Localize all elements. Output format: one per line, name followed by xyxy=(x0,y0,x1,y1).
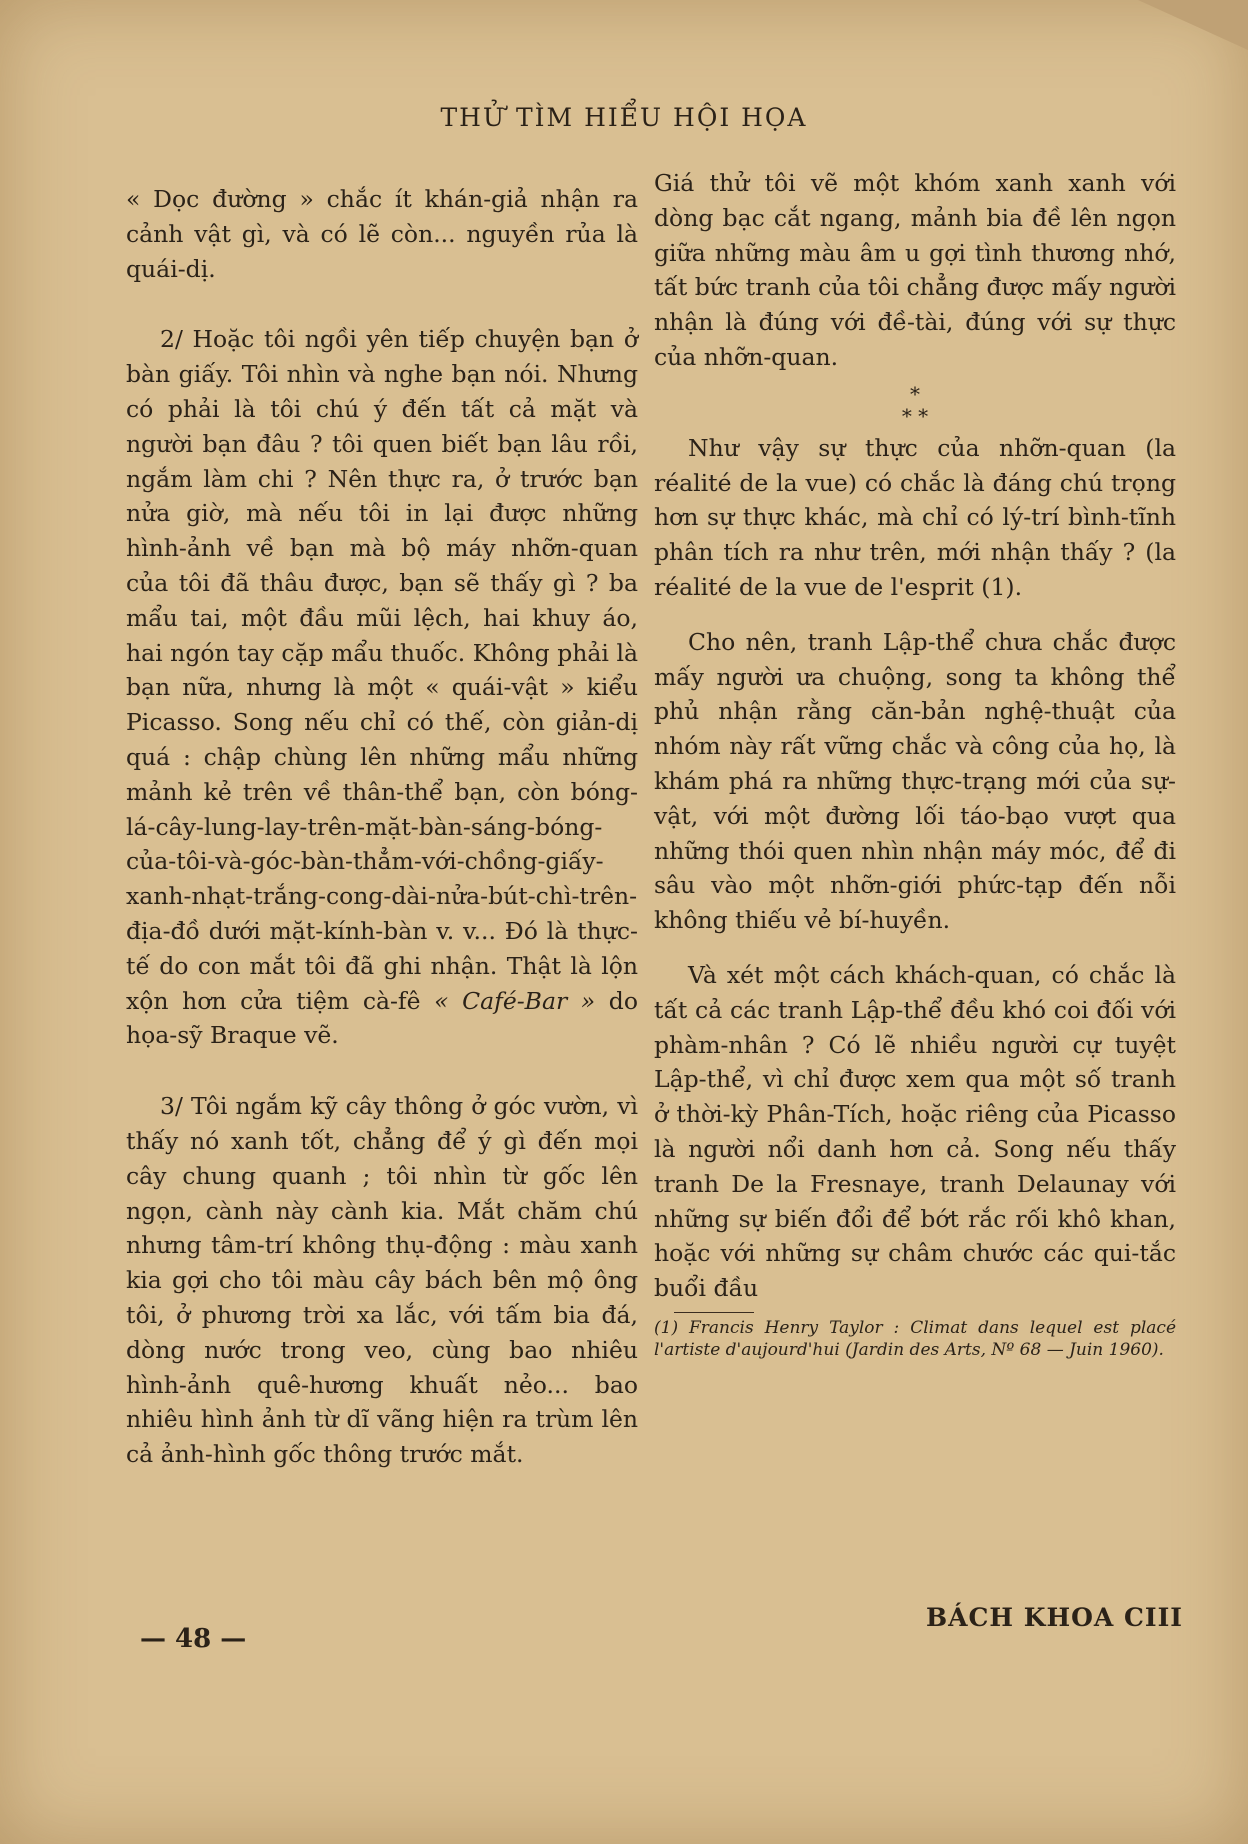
right-column xyxy=(654,166,1176,1361)
torn-corner xyxy=(1138,0,1248,50)
left-paragraph-2-tail: do họa-sỹ Braque vẽ. xyxy=(126,986,638,1050)
right-paragraph-3: Cho nên, tranh Lập-thể chưa chắc được mấy người ưa chuộng, song ta không thể phủ nhận rằng căn-bản nghệ-thuật của nhóm này rất vững chắc và công của họ, là khám phá ra những thực-trạng mới của sự-vật, với một đường lối táo-bạo vượt qua những thói quen nhìn nhận máy móc, để đi sâu vào một nhỡn-giới phức-tạp đến nỗi không thiếu vẻ bí-huyền. xyxy=(654,627,1176,935)
left-paragraph-1: « Dọc đường » chắc ít khán-giả nhận ra cảnh vật gì, và có lẽ còn... nguyền rủa là quái-dị. xyxy=(126,185,638,283)
left-paragraph-2-text: 2/ Hoặc tôi ngồi yên tiếp chuyện bạn ở bàn giấy. Tôi nhìn và nghe bạn nói. Nhưng có phải là tôi chú ý đến tất cả mặt và người bạn đâu ? tôi quen biết bạn lâu rồi, ngắm làm chi ? Nên thực ra, ở trước bạn nửa giờ, mà nếu tôi in lại được những hình-ảnh về bạn mà bộ máy nhỡn-quan của tôi đã thâu được, bạn sẽ thấy gì ? ba mẩu tai, một đầu mũi lệch, hai khuy áo, hai ngón tay cặp mẩu thuốc. Không phải là bạn nữa, nhưng là một « quái-vật » kiểu Picasso. Song nếu chỉ có thế, còn giản-dị quá : chập chùng lên những mẩu những mảnh kẻ trên về thân-thể bạn, còn bóng-lá-cây-lung-lay-trên-mặt-bàn-sáng-bóng-của-tôi-và-góc-bàn-thẳm-với-chồng-giấy-xanh-nhạt-trắng-cong-dài-nửa-bút-chì-trên-địa-đồ dưới mặt-kính-bàn v. v... Đó là thực-tế do con mắt tôi đã ghi nhận. Thật là lộn xộn hơn cửa tiệm cà-fê xyxy=(126,325,638,1015)
right-paragraph-2: Như vậy sự thực của nhỡn-quan (la réalité de la vue) có chắc là đáng chú trọng hơn sự thực khác, mà chỉ có lý-trí bình-tĩnh phân tích ra như trên, mới nhận thấy ? (la réalité de la vue de l'esprit (1). xyxy=(654,433,1176,601)
right-paragraph-1: Giá thử tôi vẽ một khóm xanh xanh với dòng bạc cắt ngang, mảnh bia đề lên ngọn giữa những màu âm u gợi tình thương nhớ, tất bức tranh của tôi chẳng được mấy người nhận là đúng với đề-tài, đúng với sự thực của nhỡn-quan. xyxy=(654,169,1176,371)
section-separator xyxy=(654,383,1176,427)
separator-star-top: * xyxy=(910,381,920,406)
left-paragraph-2 xyxy=(126,322,638,1053)
separator-stars-bottom: * * xyxy=(901,403,929,428)
publication-name: BÁCH KHOA CIII xyxy=(926,1603,1183,1632)
footnote-divider xyxy=(674,1312,754,1313)
page-title: THỬ TÌM HIỂU HỘI HỌA xyxy=(440,103,808,132)
footnote: (1) Francis Henry Taylor : Climat dans lequel est placé l'artiste d'aujourd'hui (Jardin des Arts, Nº 68 — Juin 1960). xyxy=(654,1317,1176,1360)
page-number: — 48 — xyxy=(140,1624,247,1654)
right-paragraph-4: Và xét một cách khách-quan, có chắc là tất cả các tranh Lập-thể đều khó coi đối với phàm-nhân ? Có lẽ nhiều người cự tuyệt Lập-thể, vì chỉ được xem qua một số tranh ở thời-kỳ Phân-Tích, hoặc riêng của Picasso là người nổi danh hơn cả. Song nếu thấy tranh De la Fresnaye, tranh Delaunay với những sự biến đổi để bớt rắc rối khô khan, hoặc với những sự châm chước các qui-tắc buổi đầu xyxy=(654,960,1176,1303)
cafe-bar-title: « Café-Bar » xyxy=(434,986,596,1015)
left-column xyxy=(126,182,638,1472)
left-paragraph-3: 3/ Tôi ngắm kỹ cây thông ở góc vườn, vì thấy nó xanh tốt, chẳng để ý gì đến mọi cây chung quanh ; tôi nhìn từ gốc lên ngọn, cành này cành kia. Mắt chăm chú nhưng tâm-trí không thụ-động : màu xanh kia gợi cho tôi màu cây bách bên mộ ông tôi, ở phương trời xa lắc, với tấm bia đá, dòng nước trong veo, cùng bao nhiêu hình-ảnh quê-hương khuất nẻo... bao nhiêu hình ảnh từ dĩ vãng hiện ra trùm lên cả ảnh-hình gốc thông trước mắt. xyxy=(126,1092,638,1469)
